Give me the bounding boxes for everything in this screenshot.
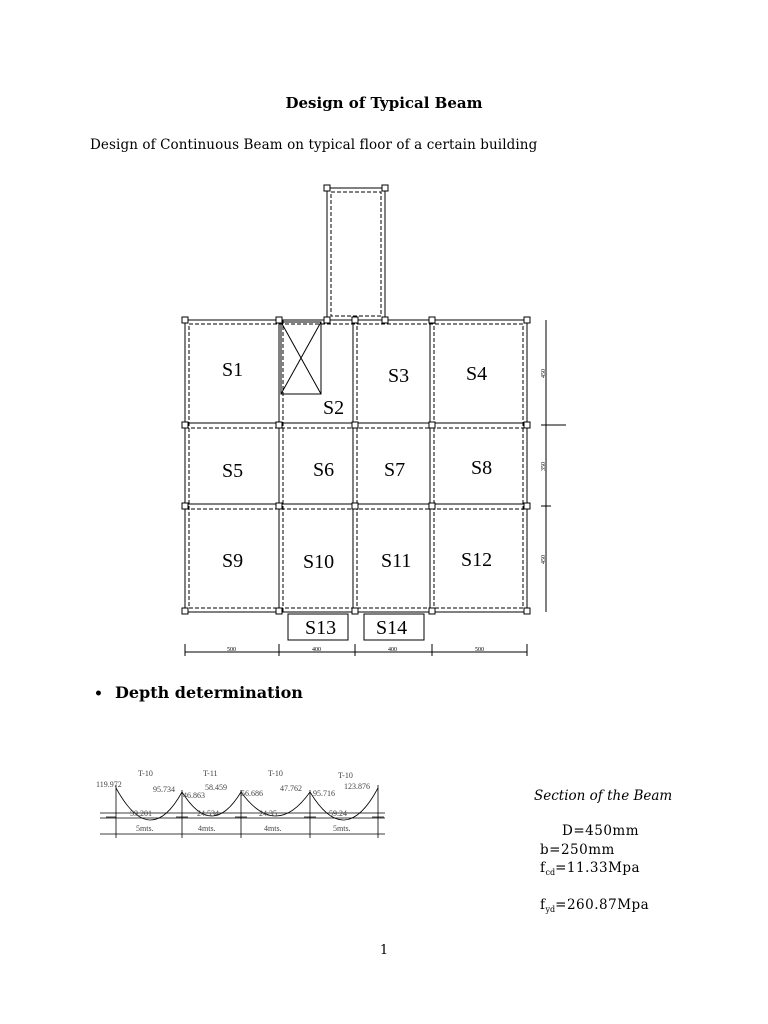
bullet: • [94, 686, 103, 702]
intro-text: Design of Continuous Beam on typical floor of a certain building [90, 137, 538, 153]
support-moment: 58.459 [205, 783, 227, 792]
support-moment: 95.716 [313, 789, 335, 798]
span-load-label: T-10 [338, 771, 353, 780]
support-moment: 95.734 [153, 785, 175, 794]
slab-label: S8 [471, 457, 493, 479]
slab-label: S14 [376, 617, 408, 639]
span-length: 4mts. [264, 824, 282, 833]
fcd-value [540, 860, 640, 877]
fyd-number: =260.87Mpa [555, 897, 650, 913]
span-length: 5mts. [333, 824, 351, 833]
section-title: Section of the Beam [534, 788, 673, 804]
dimension-text: 350 [541, 462, 547, 471]
dimension-text: 400 [388, 647, 397, 653]
depth-determination-heading [94, 683, 303, 702]
beam-depth: D=450mm [562, 823, 640, 839]
span-moment: 59.201 [130, 809, 152, 818]
fyd-value [540, 897, 649, 914]
dimension-text: 450 [541, 555, 547, 564]
slab-label: S7 [384, 459, 406, 481]
extension-outline [327, 188, 385, 320]
slab-label: S9 [222, 550, 244, 572]
heading-text: Depth determination [114, 683, 303, 702]
dimension-text: 500 [227, 647, 236, 653]
slab-label: S13 [305, 617, 337, 639]
page-title: Design of Typical Beam [285, 94, 483, 112]
slab-label: S12 [461, 549, 493, 571]
support-moment: 119.972 [96, 780, 122, 789]
span-moment: 59.24 [329, 809, 347, 818]
span-length: 5mts. [136, 824, 154, 833]
slab-label: S1 [222, 359, 244, 381]
slab-label: S3 [388, 365, 410, 387]
dimension-text: 400 [312, 647, 321, 653]
page-number: 1 [379, 943, 389, 958]
beam-width: b=250mm [540, 842, 615, 858]
fcd-subscript: cd [545, 868, 556, 877]
fyd-subscript: yd [545, 905, 556, 914]
slab-label: S5 [222, 460, 244, 482]
fcd-number: =11.33Mpa [555, 860, 641, 876]
span-load-label: T-10 [138, 769, 153, 778]
fcd-symbol: f [540, 860, 546, 876]
slab-label: S10 [303, 551, 335, 573]
span-moment: 24.534 [197, 809, 219, 818]
slab-label: S11 [381, 550, 412, 572]
span-length: 4mts. [198, 824, 216, 833]
span-moment: 24.35 [259, 809, 277, 818]
slab-label: S2 [323, 397, 345, 419]
support-moment: 56.686 [241, 789, 263, 798]
span-load-label: T-10 [268, 769, 283, 778]
support-moment: 123.876 [344, 782, 370, 791]
fyd-symbol: f [540, 897, 546, 913]
dimension-text: 450 [541, 369, 547, 378]
support-moment: 46.863 [183, 791, 205, 800]
span-load-label: T-11 [203, 769, 218, 778]
slab-label: S6 [313, 459, 335, 481]
support-moment: 47.762 [280, 784, 302, 793]
dimension-text: 500 [475, 647, 484, 653]
extension-inner [331, 192, 381, 316]
slab-label: S4 [466, 363, 488, 385]
